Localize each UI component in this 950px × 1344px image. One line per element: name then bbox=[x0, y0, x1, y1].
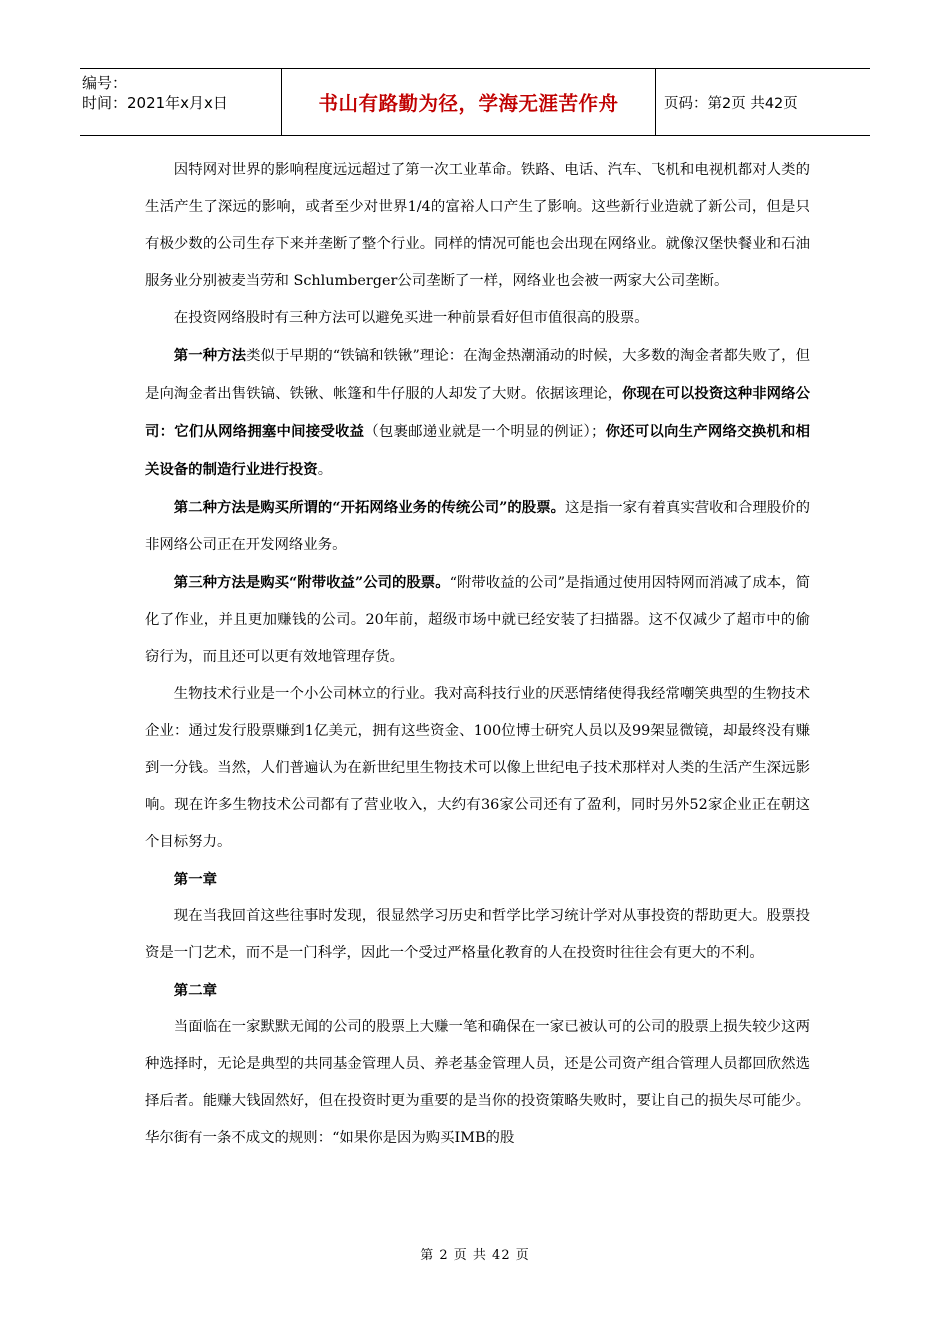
document-number-label: 编号： bbox=[82, 74, 128, 92]
emphasized-text: 第三种方法是购买“附带收益”公司的股票。 bbox=[173, 574, 450, 591]
body-paragraph bbox=[145, 152, 810, 300]
emphasized-text: 第一章 bbox=[173, 871, 217, 888]
page-header bbox=[80, 68, 870, 136]
paragraph-text: （包裹邮递业就是一个明显的例证）； bbox=[364, 424, 606, 440]
emphasized-text: 第二章 bbox=[173, 982, 217, 999]
emphasized-text: 第二种方法是购买所谓的“开拓网络业务的传统公司”的股票。 bbox=[173, 499, 566, 516]
paragraph-text: 因特网对世界的影响程度远远超过了第一次工业革命。铁路、电话、汽车、飞机和电视机都对人类的生活产生了深远的影响，或者至少对世界1/4的富裕人口产生了影响。这些新行业造就了新公司，但是只有极少数的公司生存下来并垄断了整个行业。同样的情况可能也会出现在网络业。就像汉堡快餐业和石油服务业分别被麦当劳和 Schlumberger公司垄断了一样，网络业也会被一两家大公司垄断。 bbox=[145, 162, 810, 289]
document-body bbox=[145, 152, 810, 1157]
body-paragraph bbox=[145, 564, 810, 676]
paragraph-text: 。 bbox=[317, 462, 333, 478]
body-paragraph bbox=[145, 489, 810, 564]
header-motto: 书山有路勤为径，学海无涯苦作舟 bbox=[282, 69, 656, 135]
paragraph-text: 现在当我回首这些往事时发现，很显然学习历史和哲学比学习统计学对从事投资的帮助更大。股票投资是一门艺术，而不是一门科学，因此一个受过严格量化教育的人在投资时往往会有更大的不利。 bbox=[145, 908, 810, 961]
paragraph-text: “附带收益的公司”是指通过使用因特网而消减了成本，简化了作业，并且更加赚钱的公司。20年前，超级市场中就已经安装了扫描器。这不仅减少了超市中的偷窃行为，而且还可以更有效地管理存货。 bbox=[145, 575, 811, 665]
paragraph-text: 类似于早期的“铁镐和铁锹”理论：在淘金热潮涌动的时候，大多数的淘金者都失败了，但是向淘金者出售铁镐、铁锹、帐篷和牛仔服的人却发了大财。依据该理论， bbox=[145, 348, 810, 402]
document-date-label: 时间：2021年x月x日 bbox=[82, 94, 228, 112]
body-paragraph bbox=[145, 1009, 810, 1157]
header-page-number: 页码：第2页 共42页 bbox=[664, 95, 798, 112]
body-paragraph bbox=[145, 676, 810, 861]
paragraph-text: 在投资网络股时有三种方法可以避免买进一种前景看好但市值很高的股票。 bbox=[173, 310, 649, 326]
page-footer: 第 2 页 共 42 页 bbox=[420, 1248, 530, 1263]
section-heading bbox=[145, 972, 810, 1009]
section-heading bbox=[145, 861, 810, 898]
paragraph-text: 当面临在一家默默无闻的公司的股票上大赚一笔和确保在一家已被认可的公司的股票上损失较少这两种选择时，无论是典型的共同基金管理人员、养老基金管理人员，还是公司资产组合管理人员都回欣然选择后者。能赚大钱固然好，但在投资时更为重要的是当你的投资策略失败时，要让自己的损失尽可能少。华尔街有一条不成文的规则：“如果你是因为购买IMB的股 bbox=[145, 1019, 810, 1146]
header-info-cell bbox=[80, 69, 282, 135]
body-paragraph bbox=[145, 300, 810, 337]
body-paragraph bbox=[145, 898, 810, 972]
emphasized-text: 第一种方法 bbox=[173, 347, 247, 364]
emphasized-text: 你现在可以投资这种非网络公司：它们从网络拥塞中间接受收益 bbox=[145, 385, 810, 440]
paragraph-text: 生物技术行业是一个小公司林立的行业。我对高科技行业的厌恶情绪使得我经常嘲笑典型的生物技术企业：通过发行股票赚到1亿美元，拥有这些资金、100位博士研究人员以及99架显微镜，却最终没有赚到一分钱。当然，人们普遍认为在新世纪里生物技术可以像上世纪电子技术那样对人类的生活产生深远影响。现在许多生物技术公司都有了营业收入，大约有36家公司还有了盈利，同时另外52家企业正在朝这个目标努力。 bbox=[145, 686, 810, 850]
emphasized-text: 你还可以向生产网络交换机和相关设备的制造行业进行投资 bbox=[145, 423, 810, 478]
paragraph-text: 这是指一家有着真实营收和合理股价的非网络公司正在开发网络业务。 bbox=[145, 500, 810, 553]
body-paragraph bbox=[145, 337, 810, 489]
